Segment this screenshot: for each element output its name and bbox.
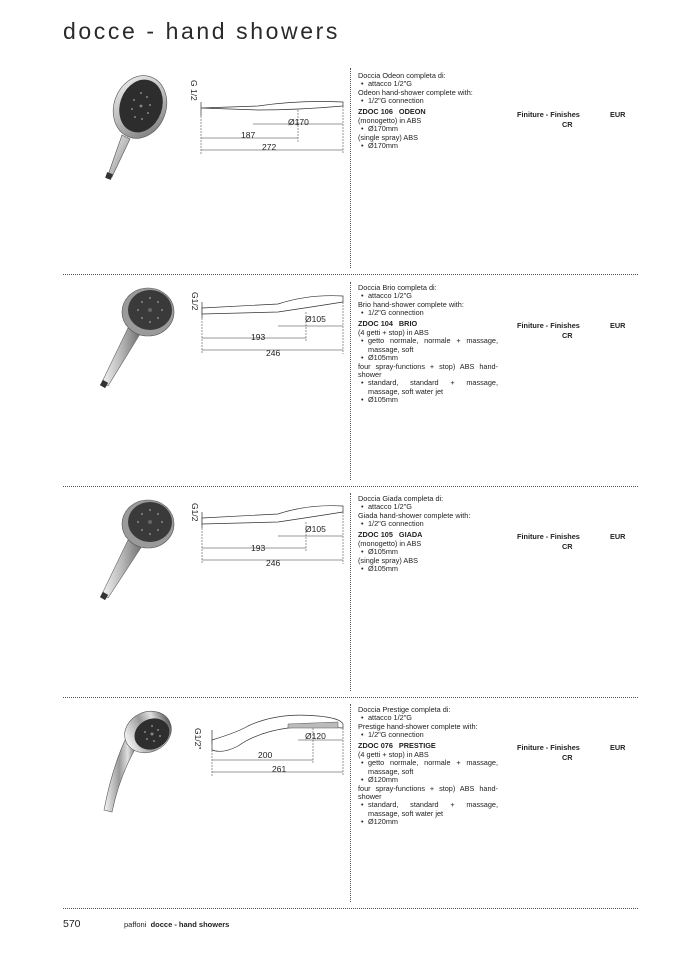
intro-bullet: • 1/2"G connection xyxy=(358,520,498,528)
product-code-line xyxy=(358,320,498,328)
footer-section-name: docce - hand showers xyxy=(150,920,230,929)
detail-bullet: • Ø105mm xyxy=(358,354,498,362)
product-name: ODEON xyxy=(398,106,426,116)
detail-bullet: • Ø170mm xyxy=(358,125,498,133)
intro-bullet: • 1/2"G connection xyxy=(358,309,498,317)
section-divider xyxy=(63,486,638,487)
column-divider xyxy=(350,282,351,480)
column-divider xyxy=(350,493,351,691)
odeon-shower-image xyxy=(100,75,180,185)
prestige-shower-image xyxy=(98,708,178,818)
connection-label: G1/2 xyxy=(190,503,200,522)
currency-label: EUR xyxy=(610,532,626,541)
intro-line: Doccia Prestige completa di: xyxy=(358,705,451,714)
detail-bullet: • standard, standard + massage, massage, soft water jet xyxy=(358,379,498,396)
finish-code: CR xyxy=(562,331,573,340)
finish-code: CR xyxy=(562,542,573,551)
detail-line: (4 getti + stop) in ABS xyxy=(358,750,429,760)
finish-code: CR xyxy=(562,120,573,129)
footer-caption xyxy=(124,920,229,929)
intro-line: Odeon hand-shower complete with: xyxy=(358,87,473,97)
section-divider xyxy=(63,697,638,698)
diameter-label: Ø170 xyxy=(288,117,309,127)
intro-line: Doccia Giada completa di: xyxy=(358,494,444,503)
finishes-label: Finiture - Finishes xyxy=(517,532,580,541)
product-code-line xyxy=(358,531,498,539)
intro-line: Doccia Brio completa di: xyxy=(358,283,437,292)
dimension-1-label: 187 xyxy=(241,130,256,140)
detail-bullet: • Ø170mm xyxy=(358,142,498,150)
intro-bullet: • 1/2"G connection xyxy=(358,97,498,105)
intro-bullet: • attacco 1/2"G xyxy=(358,292,498,300)
finishes-label: Finiture - Finishes xyxy=(517,110,580,119)
detail-bullet: • Ø105mm xyxy=(358,396,498,404)
currency-label: EUR xyxy=(610,321,626,330)
connection-label: G 1/2 xyxy=(189,80,199,101)
detail-bullet: • Ø120mm xyxy=(358,776,498,784)
detail-bullet: • getto normale, normale + massage, massage, soft xyxy=(358,759,498,776)
dimension-1-label: 193 xyxy=(251,332,266,342)
brio-shower-image xyxy=(98,288,178,390)
currency-label: EUR xyxy=(610,110,626,119)
detail-line: (single spray) ABS xyxy=(358,132,419,142)
connection-label: G1/2" xyxy=(193,728,203,750)
connection-label: G1/2 xyxy=(190,292,200,311)
odeon-description xyxy=(358,72,498,151)
section-divider xyxy=(63,274,638,275)
intro-line: Doccia Odeon completa di: xyxy=(358,71,446,80)
detail-line: (single spray) ABS xyxy=(358,555,419,565)
detail-bullet: • getto normale, normale + massage, massage, soft xyxy=(358,337,498,354)
diameter-label: Ø105 xyxy=(305,314,326,324)
product-code: ZDOC 106 xyxy=(358,106,393,116)
product-code-line xyxy=(358,108,498,116)
section-divider xyxy=(63,908,638,909)
product-code-line xyxy=(358,742,498,750)
column-divider xyxy=(350,68,351,268)
currency-label: EUR xyxy=(610,743,626,752)
intro-bullet: • attacco 1/2"G xyxy=(358,80,498,88)
dimension-2-label: 272 xyxy=(262,142,277,152)
detail-line: (4 getti + stop) in ABS xyxy=(358,328,429,338)
dimension-2-label: 246 xyxy=(266,558,281,568)
detail-line: (monogetto) in ABS xyxy=(358,116,422,126)
product-name: BRIO xyxy=(398,318,418,328)
detail-bullet: • Ø105mm xyxy=(358,565,498,573)
detail-bullet: • Ø120mm xyxy=(358,818,498,826)
finishes-label: Finiture - Finishes xyxy=(517,743,580,752)
detail-bullet: • standard, standard + massage, massage, soft water jet xyxy=(358,801,498,818)
detail-line: four spray-functions + stop) ABS hand-shower xyxy=(358,361,498,380)
detail-line: (monogetto) in ABS xyxy=(358,539,422,549)
dimension-1-label: 200 xyxy=(258,750,273,760)
detail-bullet: • Ø105mm xyxy=(358,548,498,556)
giada-shower-image xyxy=(98,498,178,602)
dimension-2-label: 261 xyxy=(272,764,287,774)
page-title: docce - hand showers xyxy=(63,18,341,44)
diameter-label: Ø105 xyxy=(305,524,326,534)
column-divider xyxy=(350,704,351,902)
dimension-2-label: 246 xyxy=(266,348,281,358)
product-name: GIADA xyxy=(398,529,423,539)
intro-line: Prestige hand-shower complete with: xyxy=(358,721,478,731)
product-code: ZDOC 105 xyxy=(358,529,393,539)
finish-code: CR xyxy=(562,753,573,762)
intro-bullet: • 1/2"G connection xyxy=(358,731,498,739)
detail-line: four spray-functions + stop) ABS hand-shower xyxy=(358,783,498,802)
dimension-1-label: 193 xyxy=(251,543,266,553)
finishes-label: Finiture - Finishes xyxy=(517,321,580,330)
product-code: ZDOC 076 xyxy=(358,740,393,750)
page-number: 570 xyxy=(63,918,81,930)
intro-line: Brio hand-shower complete with: xyxy=(358,299,464,309)
brio-description xyxy=(358,284,498,405)
product-name: PRESTIGE xyxy=(398,740,436,750)
giada-description xyxy=(358,495,498,574)
intro-bullet: • attacco 1/2"G xyxy=(358,503,498,511)
diameter-label: Ø120 xyxy=(305,731,326,741)
prestige-description xyxy=(358,706,498,827)
footer-brand-name: paffoni xyxy=(124,920,147,929)
intro-line: Giada hand-shower complete with: xyxy=(358,510,471,520)
product-code: ZDOC 104 xyxy=(358,318,393,328)
intro-bullet: • attacco 1/2"G xyxy=(358,714,498,722)
